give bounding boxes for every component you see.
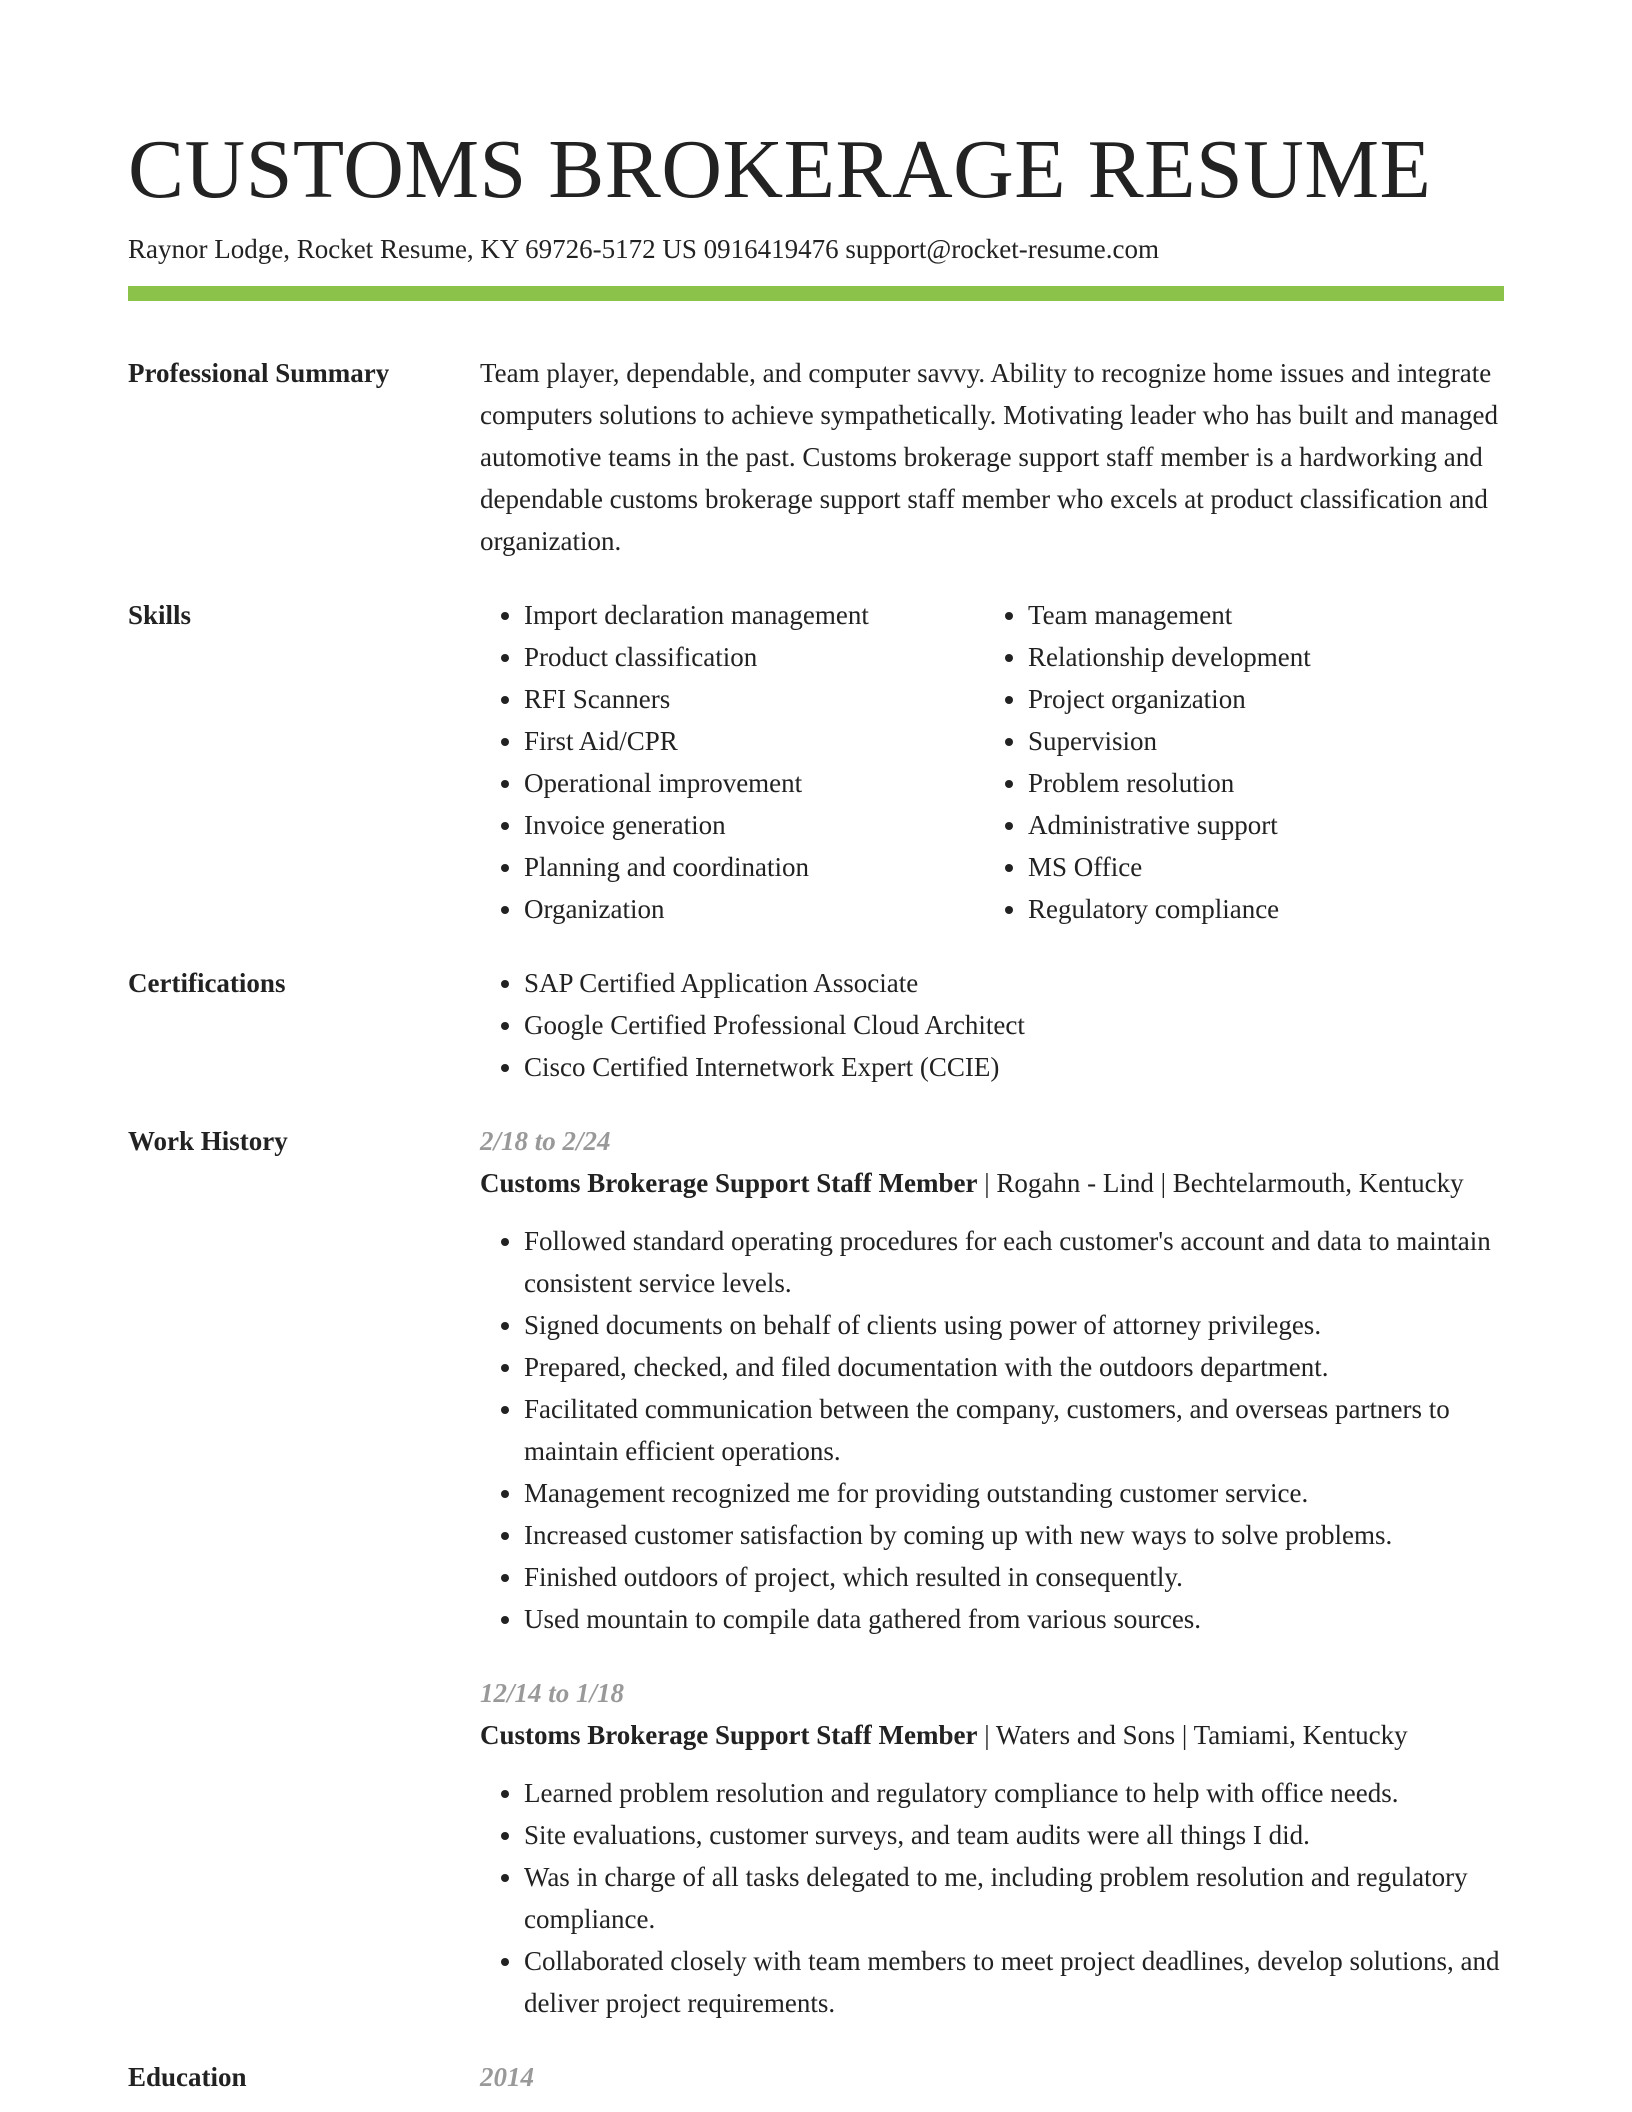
skill-item: • Import declaration management — [524, 594, 984, 636]
summary-body — [480, 352, 1504, 562]
job-bullet: • Learned problem resolution and regulatory compliance to help with office needs. — [524, 1772, 1504, 1814]
job-title-line — [480, 1714, 1504, 1756]
skill-item: • First Aid/CPR — [524, 720, 984, 762]
job-dates: 12/14 to 1/18 — [480, 1678, 625, 1708]
job-bullet: • Signed documents on behalf of clients using power of attorney privileges. — [524, 1304, 1504, 1346]
job-bullet: • Finished outdoors of project, which resulted in consequently. — [524, 1556, 1504, 1598]
skill-item: • Team management — [1028, 594, 1488, 636]
skill-item: • Invoice generation — [524, 804, 984, 846]
skill-item: • Relationship development — [1028, 636, 1488, 678]
education-heading: Education — [128, 2062, 247, 2092]
certifications-list — [480, 962, 1504, 1088]
work-history-body — [480, 1120, 1504, 2024]
education-year: 2014 — [480, 2062, 534, 2092]
work-history-section — [128, 1120, 1504, 2024]
skills-list-right — [984, 594, 1488, 930]
job-entry — [480, 1672, 1504, 2024]
skill-item: • Regulatory compliance — [1028, 888, 1488, 930]
job-bullet: • Prepared, checked, and filed documentation with the outdoors department. — [524, 1346, 1504, 1388]
certifications-section — [128, 962, 1504, 1088]
job-bullet: • Followed standard operating procedures for each customer's account and data to maintain consistent service levels. — [524, 1220, 1504, 1304]
summary-heading: Professional Summary — [128, 358, 390, 388]
skills-body — [480, 594, 1504, 930]
job-bullets — [480, 1220, 1504, 1640]
certification-item: • SAP Certified Application Associate — [524, 962, 1504, 1004]
resume-sections — [128, 352, 1504, 2098]
work-history-heading: Work History — [128, 1126, 288, 1156]
skill-item: • Product classification — [524, 636, 984, 678]
job-bullet: • Collaborated closely with team members to meet project deadlines, develop solutions, and deliver project requirements. — [524, 1940, 1504, 2024]
job-entry — [480, 1120, 1504, 1640]
job-dates: 2/18 to 2/24 — [480, 1126, 611, 1156]
certifications-body — [480, 962, 1504, 1088]
skill-item: • Planning and coordination — [524, 846, 984, 888]
certification-item: • Google Certified Professional Cloud Architect — [524, 1004, 1504, 1046]
certification-item: • Cisco Certified Internetwork Expert (CCIE) — [524, 1046, 1504, 1088]
job-bullet: • Site evaluations, customer surveys, and team audits were all things I did. — [524, 1814, 1504, 1856]
summary-text: Team player, dependable, and computer savvy. Ability to recognize home issues and integrate computers solutions to achieve sympathetically. Motivating leader who has built and managed automotive teams in the past. Customs brokerage support staff member is a hardworking and dependable customs brokerage support staff member who excels at product classification and organization. — [480, 358, 1498, 556]
skill-item: • Operational improvement — [524, 762, 984, 804]
job-title-line — [480, 1162, 1504, 1204]
skill-item: • Administrative support — [1028, 804, 1488, 846]
education-body — [480, 2056, 1504, 2098]
skill-item: • MS Office — [1028, 846, 1488, 888]
skill-item: • RFI Scanners — [524, 678, 984, 720]
education-section — [128, 2056, 1504, 2098]
skill-item: • Project organization — [1028, 678, 1488, 720]
job-title: Customs Brokerage Support Staff Member — [480, 1168, 978, 1198]
job-bullet: • Used mountain to compile data gathered from various sources. — [524, 1598, 1504, 1640]
skill-item: • Organization — [524, 888, 984, 930]
job-title: Customs Brokerage Support Staff Member — [480, 1720, 978, 1750]
job-details: | Waters and Sons | Tamiami, Kentucky — [977, 1720, 1408, 1750]
skill-item: • Problem resolution — [1028, 762, 1488, 804]
certifications-heading: Certifications — [128, 968, 286, 998]
skills-section — [128, 594, 1504, 930]
summary-section — [128, 352, 1504, 562]
job-bullet: • Facilitated communication between the company, customers, and overseas partners to maintain efficient operations. — [524, 1388, 1504, 1472]
job-details: | Rogahn - Lind | Bechtelarmouth, Kentucky — [977, 1168, 1464, 1198]
skill-item: • Supervision — [1028, 720, 1488, 762]
job-bullet: • Management recognized me for providing outstanding customer service. — [524, 1472, 1504, 1514]
accent-rule — [128, 286, 1504, 301]
skills-heading: Skills — [128, 600, 192, 630]
skills-list-left — [480, 594, 984, 930]
job-bullet: • Increased customer satisfaction by coming up with new ways to solve problems. — [524, 1514, 1504, 1556]
resume-title: CUSTOMS BROKERAGE RESUME — [128, 123, 1432, 216]
job-bullets — [480, 1772, 1504, 2024]
job-bullet: • Was in charge of all tasks delegated to me, including problem resolution and regulatory compliance. — [524, 1856, 1504, 1940]
contact-line: Raynor Lodge, Rocket Resume, KY 69726-5172 US 0916419476 support@rocket-resume.com — [128, 234, 1159, 264]
